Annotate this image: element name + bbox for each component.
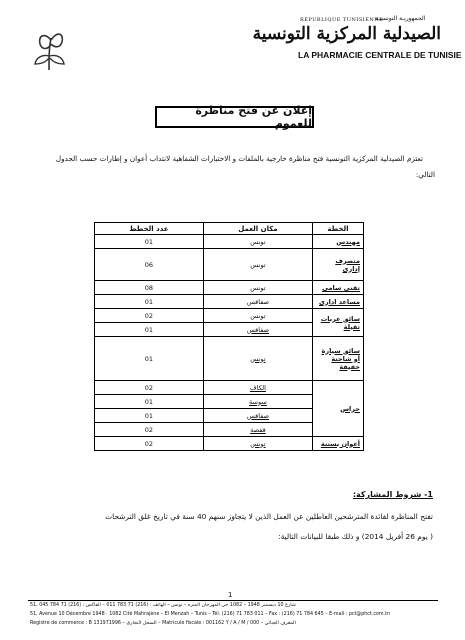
republic-fr: RÉPUBLIQUE TUNISIENNE [300, 17, 384, 23]
header-plan: الخطة [313, 223, 364, 235]
count-cell: 01 [95, 337, 204, 381]
org-title-fr: LA PHARMACIE CENTRALE DE TUNISIE [298, 50, 462, 60]
count-cell: 06 [95, 249, 204, 281]
plan-cell: سائق سيارة أو شاحنة خفيفة [313, 337, 364, 381]
place-cell: صفاقس [203, 409, 312, 423]
footer-address-fr: 51, Avenue 10 Décembre 1948 · 1082 Cité Mahrajène – El Menzah – Tunis – Tél. (216) 71 783 011 – Fax : (216) 71 784 645 – E-mail : pct@phct.com.tn [30, 612, 391, 617]
page-number: 1 [228, 591, 233, 599]
place-cell: صفاقس [203, 323, 312, 337]
plan-cell: حراس [313, 381, 364, 437]
plan-cell: سائق عربات ثقيلة [313, 309, 364, 337]
count-cell: 01 [95, 235, 204, 249]
pharmacy-logo-icon [30, 22, 68, 74]
table-row [95, 437, 364, 451]
count-cell: 01 [95, 295, 204, 309]
place-cell: تونس [203, 235, 312, 249]
intro-line-1: تعتزم الصيدلية المركزية التونسية فتح مناظرة خارجية بالملفات و الاختبارات الشفاهية لانتداب أعوان و إطارات حسب الجدول [55, 154, 423, 163]
place-cell: صفاقس [203, 295, 312, 309]
place-cell: تونس [203, 309, 312, 323]
footer-divider [28, 600, 438, 601]
place-cell: الكاف [203, 381, 312, 395]
table-row [95, 337, 364, 381]
plan-cell: مهندس [313, 235, 364, 249]
announcement-title: إعلان عن فتح مناظرة للعموم [155, 106, 314, 128]
count-cell: 01 [95, 395, 204, 409]
count-cell: 02 [95, 381, 204, 395]
header-count: عدد الخطط [95, 223, 204, 235]
conditions-line-2: ( يوم 26 أفريل 2014) و ذلك طبقا للبيانات التالية: [278, 532, 433, 541]
table-row [95, 295, 364, 309]
table-row [95, 309, 364, 323]
place-cell: تونس [203, 337, 312, 381]
table-row [95, 249, 364, 281]
count-cell: 01 [95, 409, 204, 423]
table-header-row [95, 223, 364, 235]
intro-line-2: التالي: [415, 170, 435, 179]
count-cell: 02 [95, 309, 204, 323]
place-cell: تونس [203, 437, 312, 451]
place-cell: قفصة [203, 423, 312, 437]
table-row [95, 381, 364, 395]
org-title-ar: الصيدلية المركزية التونسية [252, 24, 441, 44]
place-cell: تونس [203, 249, 312, 281]
count-cell: 02 [95, 437, 204, 451]
plan-cell: متصرف إداري [313, 249, 364, 281]
plan-cell: مساعد اداري [313, 295, 364, 309]
place-cell: سوسة [203, 395, 312, 409]
count-cell: 08 [95, 281, 204, 295]
count-cell: 02 [95, 423, 204, 437]
footer-registry: Registre de commerce : B 131971996 – السجل التجاري – Matricule fiscale : 001162 Y / A / M / 000 – المعرف الجبائي [30, 621, 296, 626]
header-place: مكان العمل [203, 223, 312, 235]
conditions-line-1: تفتح المناظرة لفائدة المترشحين العاطلين عن العمل الذين لا يتجاوز سنهم 40 سنة في تاريخ غلق الترشحات [105, 512, 433, 521]
conditions-title: 1- شروط المشاركة: [352, 490, 433, 499]
republic-ar: الجمهوريـة التونسيـة [375, 15, 426, 22]
footer-address-ar: 51، شارع 10 ديسمبر 1948 – 1082 حي المهرجان المنزه – تونس – الهاتف : (216) 71 783 011 – الفاكس : (216) 71 784 045 [30, 603, 296, 608]
count-cell: 01 [95, 323, 204, 337]
table-row [95, 281, 364, 295]
plan-cell: تقني سامي [313, 281, 364, 295]
table-row [95, 235, 364, 249]
jobs-table [94, 222, 364, 451]
plan-cell: أعوان بستنة [313, 437, 364, 451]
place-cell: تونس [203, 281, 312, 295]
